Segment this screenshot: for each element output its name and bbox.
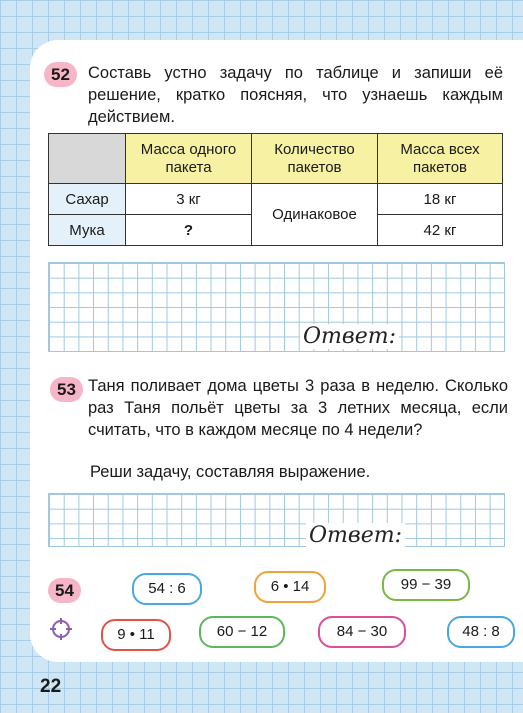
task-52-number: 52 [44, 62, 77, 87]
table-cell: 42 кг [378, 215, 503, 246]
expression-card[interactable]: 54 : 6 [132, 573, 202, 605]
task-53-instruction: Реши задачу, составляя выражение. [90, 463, 371, 481]
table-header: Количество пакетов [252, 134, 378, 184]
expression-card[interactable]: 9 • 11 [101, 619, 171, 651]
mass-table [48, 133, 503, 246]
target-icon [48, 616, 74, 642]
expression-card[interactable]: 6 • 14 [254, 571, 326, 603]
table-cell: 18 кг [378, 184, 503, 215]
expression-card[interactable]: 84 − 30 [318, 616, 406, 648]
expression-card[interactable]: 48 : 8 [447, 616, 515, 648]
table-cell: 3 кг [126, 184, 252, 215]
table-cell: Одинаковое [252, 184, 378, 246]
answer-grid-52[interactable] [48, 262, 505, 352]
task-53-number: 53 [50, 377, 83, 402]
row-label: Сахар [49, 184, 126, 215]
table-corner [49, 134, 126, 184]
expression-card[interactable]: 99 − 39 [382, 569, 470, 601]
task-52-text: Составь устно задачу по таблице и запиши её решение, кратко поясняя, что узнаешь каждым действием. [88, 64, 503, 126]
expression-card[interactable]: 60 − 12 [199, 616, 285, 648]
page-number: 22 [40, 676, 62, 697]
answer-label-53: Ответ: [306, 523, 405, 548]
answer-label-52: Ответ: [300, 324, 399, 349]
row-label: Мука [49, 215, 126, 246]
table-cell: ? [126, 215, 252, 246]
table-header: Масса всех пакетов [378, 134, 503, 184]
answer-grid-53[interactable] [48, 493, 505, 547]
task-53-text: Таня поливает дома цветы 3 раза в неделю. Сколько раз Таня польёт цветы за 3 летних месяца, если считать, что в каждом месяце по 4 недели? [88, 377, 508, 439]
table-header: Масса одного пакета [126, 134, 252, 184]
task-54-number: 54 [48, 578, 81, 603]
